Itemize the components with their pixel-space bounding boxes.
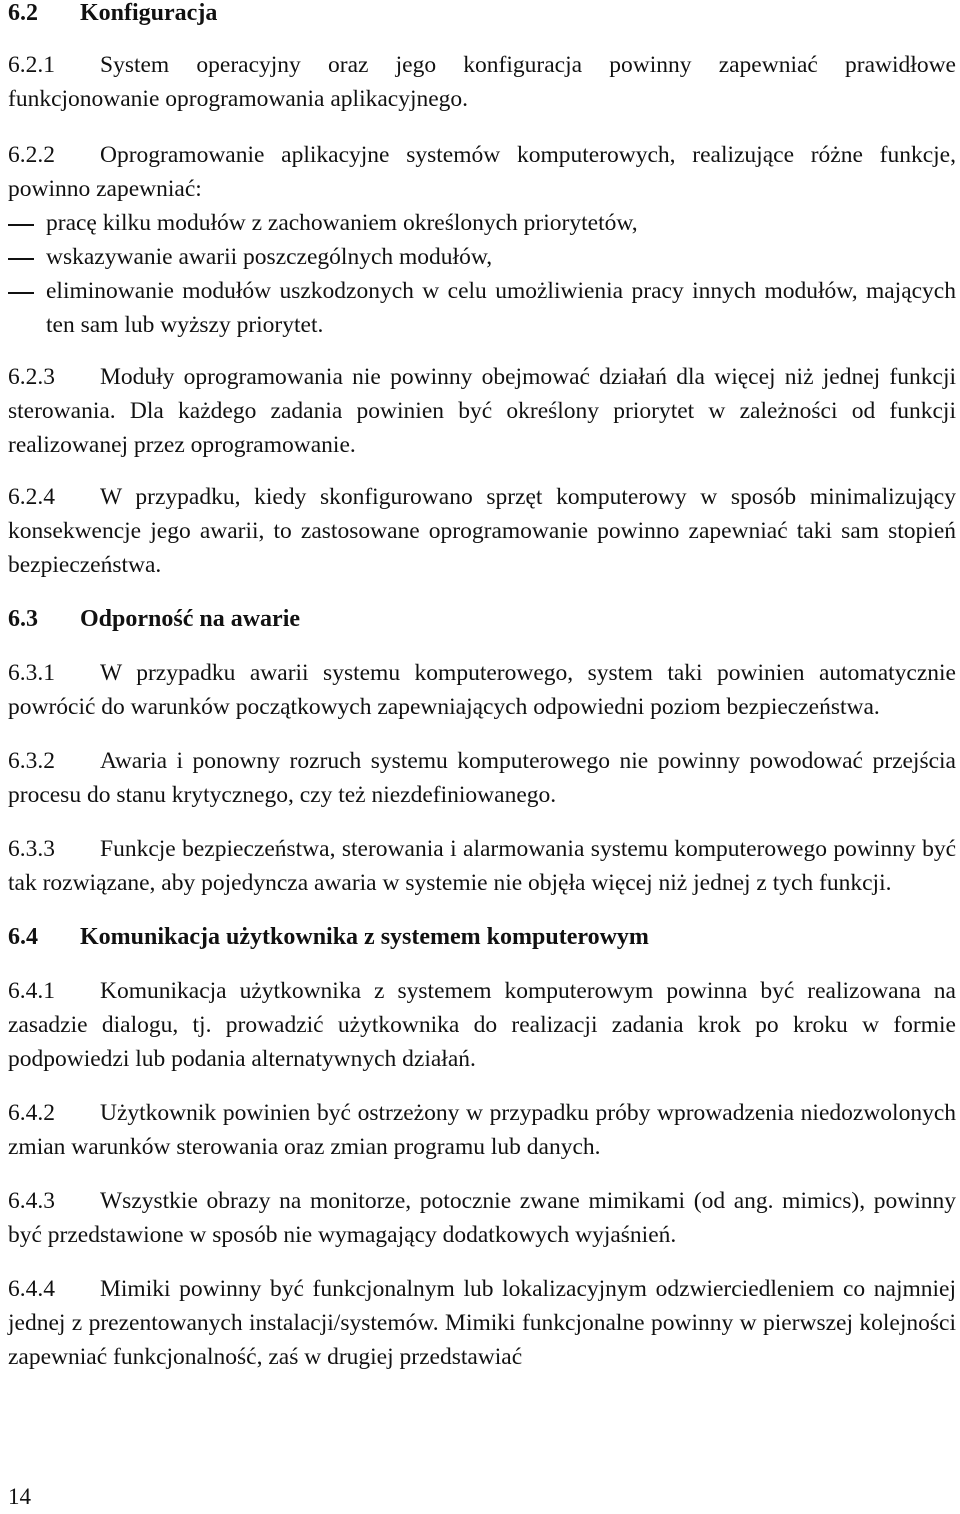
paragraph-6-2-3 [8, 360, 956, 462]
paragraph-text: Funkcje bezpieczeństwa, sterowania i alarmowania systemu komputerowego powinny być tak rozwiązane, aby pojedyncza awaria w systemie nie objęła więcej niż jednej z tych funkcji. [8, 836, 956, 896]
paragraph-number: 6.3.2 [8, 748, 55, 774]
paragraph-6-4-3 [8, 1184, 956, 1252]
paragraph-text: Awaria i ponowny rozruch systemu komputerowego nie powinny powodować przejścia procesu do stanu krytycznego, czy też niezdefiniowanego. [8, 748, 956, 808]
section-heading-6-2 [8, 0, 956, 30]
paragraph-text: W przypadku, kiedy skonfigurowano sprzęt komputerowy w sposób minimalizujący konsekwencje jego awarii, to zastosowane oprogramowanie powinno zapewniać taki sam stopień bezpieczeństwa. [8, 484, 956, 578]
paragraph-text: Użytkownik powinien być ostrzeżony w przypadku próby wprowadzenia niedozwolonych zmian warunków sterowania oraz zmian programu lub danych. [8, 1100, 956, 1160]
section-heading-6-4 [8, 920, 956, 954]
paragraph-6-4-1 [8, 974, 956, 1076]
section-number: 6.4 [8, 924, 38, 950]
paragraph-number: 6.3.3 [8, 836, 55, 862]
page-number: 14 [8, 1484, 31, 1509]
list-item [8, 206, 956, 240]
paragraph-number: 6.4.2 [8, 1100, 55, 1126]
dash-bullet [8, 274, 46, 342]
paragraph-number: 6.2.4 [8, 484, 55, 510]
paragraph-number: 6.4.1 [8, 978, 55, 1004]
paragraph-number: 6.4.4 [8, 1276, 55, 1302]
section-title: Odporność na awarie [80, 606, 301, 632]
paragraph-text: Wszystkie obrazy na monitorze, potocznie zwane mimikami (od ang. mimics), powinny być przedstawione w sposób nie wymagający dodatkowych wyjaśnień. [8, 1188, 956, 1248]
paragraph-6-4-2 [8, 1096, 956, 1164]
list-item [8, 274, 956, 342]
dash-bullet [8, 206, 46, 240]
paragraph-number: 6.2.2 [8, 142, 55, 168]
paragraph-number: 6.2.3 [8, 364, 55, 390]
list-item-text: wskazywanie awarii poszczególnych modułów, [46, 244, 493, 270]
list-item-text: pracę kilku modułów z zachowaniem określonych priorytetów, [46, 210, 638, 236]
paragraph-text: Komunikacja użytkownika z systemem komputerowym powinna być realizowana na zasadzie dialogu, tj. prowadzić użytkownika do realizacji zadania krok po kroku w formie podpowiedzi lub podania alternatywnych działań. [8, 978, 956, 1072]
paragraph-text: System operacyjny oraz jego konfiguracja powinny zapewniać prawidłowe funkcjonowanie oprogramowania aplikacyjnego. [8, 52, 956, 112]
paragraph-number: 6.2.1 [8, 52, 55, 78]
section-heading-6-3 [8, 602, 956, 636]
section-title: Konfiguracja [80, 0, 218, 26]
paragraph-6-2-1 [8, 48, 956, 116]
paragraph-6-4-4 [8, 1272, 956, 1374]
paragraph-text: W przypadku awarii systemu komputerowego, system taki powinien automatycznie powrócić do warunków początkowych zapewniających odpowiedni poziom bezpieczeństwa. [8, 660, 956, 720]
paragraph-6-3-1 [8, 656, 956, 724]
list-item [8, 240, 956, 274]
paragraph-6-3-2 [8, 744, 956, 812]
paragraph-6-2-4 [8, 480, 956, 582]
paragraph-6-2-2 [8, 138, 956, 206]
paragraph-text: Moduły oprogramowania nie powinny obejmować działań dla więcej niż jednej funkcji sterowania. Dla każdego zadania powinien być określony priorytet w zależności od funkcji realizowanej przez oprogramowanie. [8, 364, 956, 458]
section-number: 6.3 [8, 606, 38, 632]
paragraph-6-3-3 [8, 832, 956, 900]
paragraph-text: Mimiki powinny być funkcjonalnym lub lokalizacyjnym odzwierciedleniem co najmniej jednej z prezentowanych instalacji/systemów. Mimiki funkcjonalne powinny w pierwszej kolejności zapewniać funkcjonalność, zaś w drugiej przedstawiać [8, 1276, 956, 1370]
document-page [8, 0, 956, 1374]
dash-bullet [8, 240, 46, 274]
list-item-text: eliminowanie modułów uszkodzonych w celu umożliwienia pracy innych modułów, mających ten sam lub wyższy priorytet. [46, 278, 956, 338]
paragraph-text: Oprogramowanie aplikacyjne systemów komputerowych, realizujące różne funkcje, powinno zapewniać: [8, 142, 956, 202]
section-title: Komunikacja użytkownika z systemem komputerowym [80, 924, 649, 950]
paragraph-number: 6.4.3 [8, 1188, 55, 1214]
section-number: 6.2 [8, 0, 38, 26]
paragraph-number: 6.3.1 [8, 660, 55, 686]
